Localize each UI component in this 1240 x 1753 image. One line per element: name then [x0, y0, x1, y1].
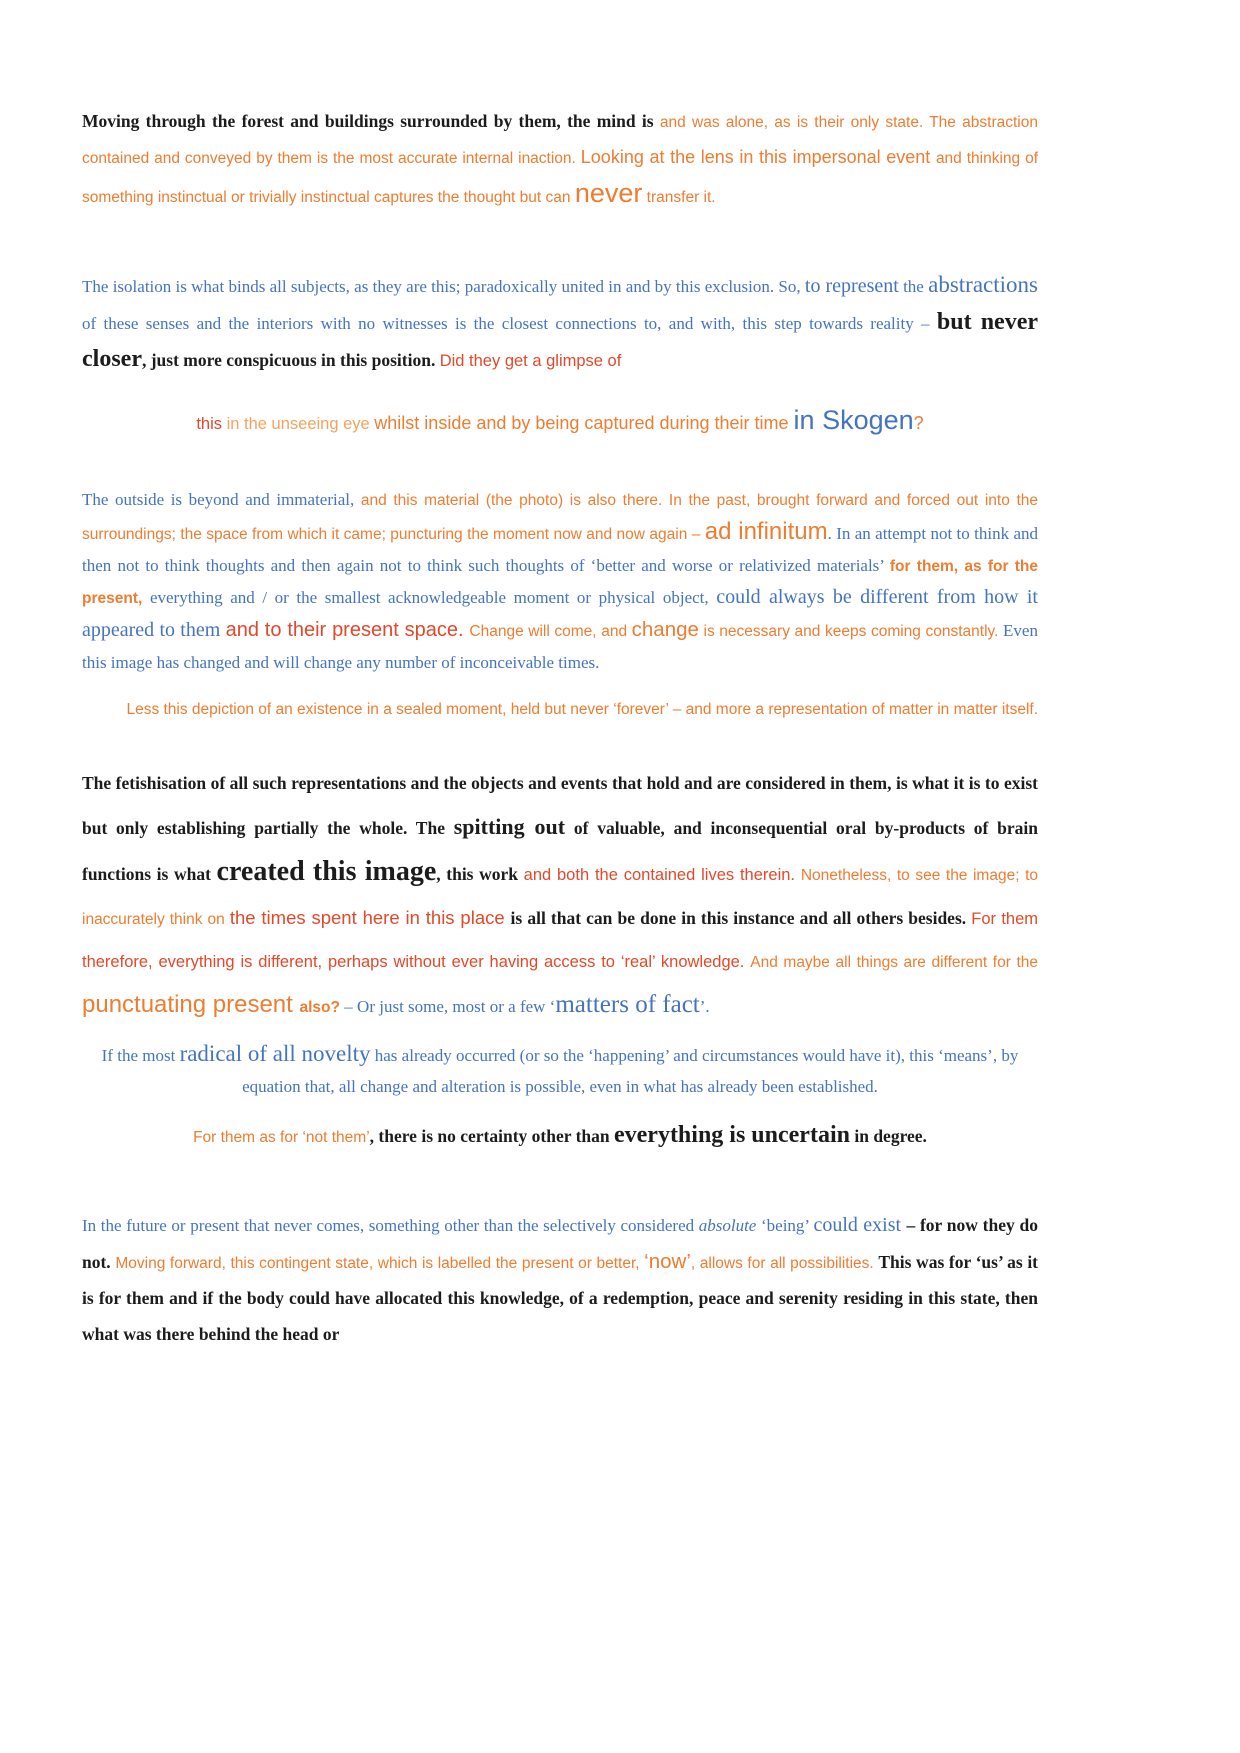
text-segment: Moving through the forest and buildings surrounded by them, the mind is — [82, 111, 660, 131]
text-segment: Less this depiction of an existence in a sealed moment, held but never ‘forever’ – and more a representation of matter in matter itself. — [126, 701, 1038, 718]
text-segment: change — [631, 618, 699, 641]
text-segment: Nonetheless, to see the image; to inaccurately think on — [82, 867, 1038, 928]
text-segment: – Or just some, most or a few ‘ — [344, 997, 556, 1016]
para-isolation — [82, 268, 1038, 379]
text-segment: never — [574, 178, 643, 208]
text-segment: – for now they do not. — [82, 1215, 1038, 1272]
text-segment: and thinking of something instinctual or trivially instinctual captures the thought but can — [82, 150, 1038, 206]
text-segment: the times spent here in this place — [229, 907, 511, 928]
text-segment: the — [898, 277, 929, 296]
text-segment: ‘being’ — [756, 1216, 814, 1235]
para-outside — [82, 484, 1038, 679]
text-segment: and both the contained lives therein. — [523, 866, 801, 884]
text-segment: transfer it. — [642, 189, 716, 206]
text-segment: and this material (the photo) is also there. In the past, brought forward and forced out into the surroundings; the space from which it came; puncturing the moment now and now again – — [82, 492, 1038, 543]
text-segment: . In an attempt not to think and then not to think thoughts and then again not to think such thoughts of ‘better and worse or relativized materials’ — [82, 524, 1038, 575]
text-segment: The fetishisation of all such representations and the objects and events that hold and are considered in them, is what it is to exist but only establishing partially the whole. The — [82, 773, 1038, 838]
para-opening — [82, 104, 1038, 215]
para-depiction — [82, 697, 1038, 722]
text-segment: abstractions — [928, 272, 1038, 297]
text-segment: in the unseeing eye — [226, 415, 375, 433]
text-segment: of these senses and the interiors with no witnesses is the closest connections to, and with, this step towards reality – — [82, 314, 937, 333]
para-fetishisation — [82, 762, 1038, 1029]
text-segment: in degree. — [849, 1126, 927, 1146]
para-skogen-line — [82, 403, 1038, 442]
text-segment: and was alone, as is their only state. The abstraction contained and conveyed by them is the most accurate internal inaction. — [82, 114, 1038, 167]
text-segment: , there is no certainty other than — [369, 1126, 614, 1146]
text-segment: The outside is beyond and immaterial, — [82, 490, 361, 509]
text-segment: in Skogen — [793, 405, 914, 435]
text-segment: For them therefore, everything is different, perhaps without ever having access to ‘real’ knowledge. — [82, 910, 1038, 971]
text-segment: , this work — [436, 864, 524, 884]
text-segment: and to their present space. — [225, 619, 470, 641]
text-segment: Even this image has changed and will change any number of inconceivable times. — [82, 621, 1038, 672]
text-segment: punctuating present — [82, 991, 300, 1018]
text-segment: also? — [299, 999, 345, 1016]
text-segment: matters of fact — [555, 991, 700, 1018]
text-segment: could always be different from how it appeared to them — [82, 586, 1038, 641]
text-segment: whilst inside and by being captured during their time — [374, 413, 794, 433]
text-segment: radical of all novelty — [179, 1041, 371, 1066]
text-segment: ’. — [699, 997, 710, 1016]
text-segment: everything is uncertain — [613, 1122, 850, 1148]
text-segment: spitting out — [453, 814, 566, 839]
text-segment: This was for ‘us’ as it is for them and if the body could have allocated this knowledge, of a redemption, peace and serenity residing in this state, then what was there behind the head or — [82, 1252, 1039, 1344]
text-segment: to represent — [804, 275, 899, 297]
text-segment: is all that can be done in this instance and all others besides. — [510, 908, 972, 928]
text-segment: Moving forward, this contingent state, which is labelled the present or better, — [115, 1255, 645, 1272]
para-future — [82, 1208, 1038, 1353]
text-segment: is necessary and keeps coming constantly. — [698, 623, 1004, 640]
text-segment: And maybe all things are different for the — [750, 954, 1038, 971]
text-segment: For them as for ‘not them’ — [193, 1129, 370, 1146]
text-segment: has already occurred (or so the ‘happening’ and circumstances would have it), this ‘means’, by equation that, all change and alteration is possible, even in what has already been established. — [242, 1046, 1019, 1096]
text-segment: this — [196, 415, 227, 433]
text-segment: Change will come, and — [469, 623, 632, 640]
para-certainty — [82, 1117, 1038, 1156]
text-segment: In the future or present that never comes, something other than the selectively considered — [82, 1216, 699, 1235]
document — [82, 104, 1038, 1353]
text-segment: could exist — [813, 1214, 907, 1236]
text-segment: everything and / or the smallest acknowledgeable moment or physical object, — [149, 588, 717, 607]
para-radical-novelty — [82, 1039, 1038, 1103]
text-segment: for them, as for the present, — [82, 558, 1038, 607]
text-segment: absolute — [698, 1216, 757, 1235]
text-segment: Looking at the lens in this impersonal event — [580, 147, 936, 167]
text-segment: but never closer — [82, 309, 1038, 372]
text-segment: created this image — [216, 856, 437, 887]
text-segment: ? — [913, 413, 924, 433]
text-segment: of valuable, and inconsequential oral by-products of brain functions is what — [82, 818, 1038, 884]
text-segment: ad infinitum — [704, 518, 828, 545]
text-segment: , allows for all possibilities. — [690, 1255, 879, 1272]
text-segment: , just more conspicuous in this position. — [141, 350, 440, 370]
text-segment: The isolation is what binds all subjects, as they are this; paradoxically united in and by this exclusion. So, — [82, 277, 805, 296]
text-segment: ‘now’ — [644, 1250, 691, 1273]
text-segment: If the most — [101, 1046, 180, 1065]
text-segment: Did they get a glimpse of — [439, 352, 622, 370]
